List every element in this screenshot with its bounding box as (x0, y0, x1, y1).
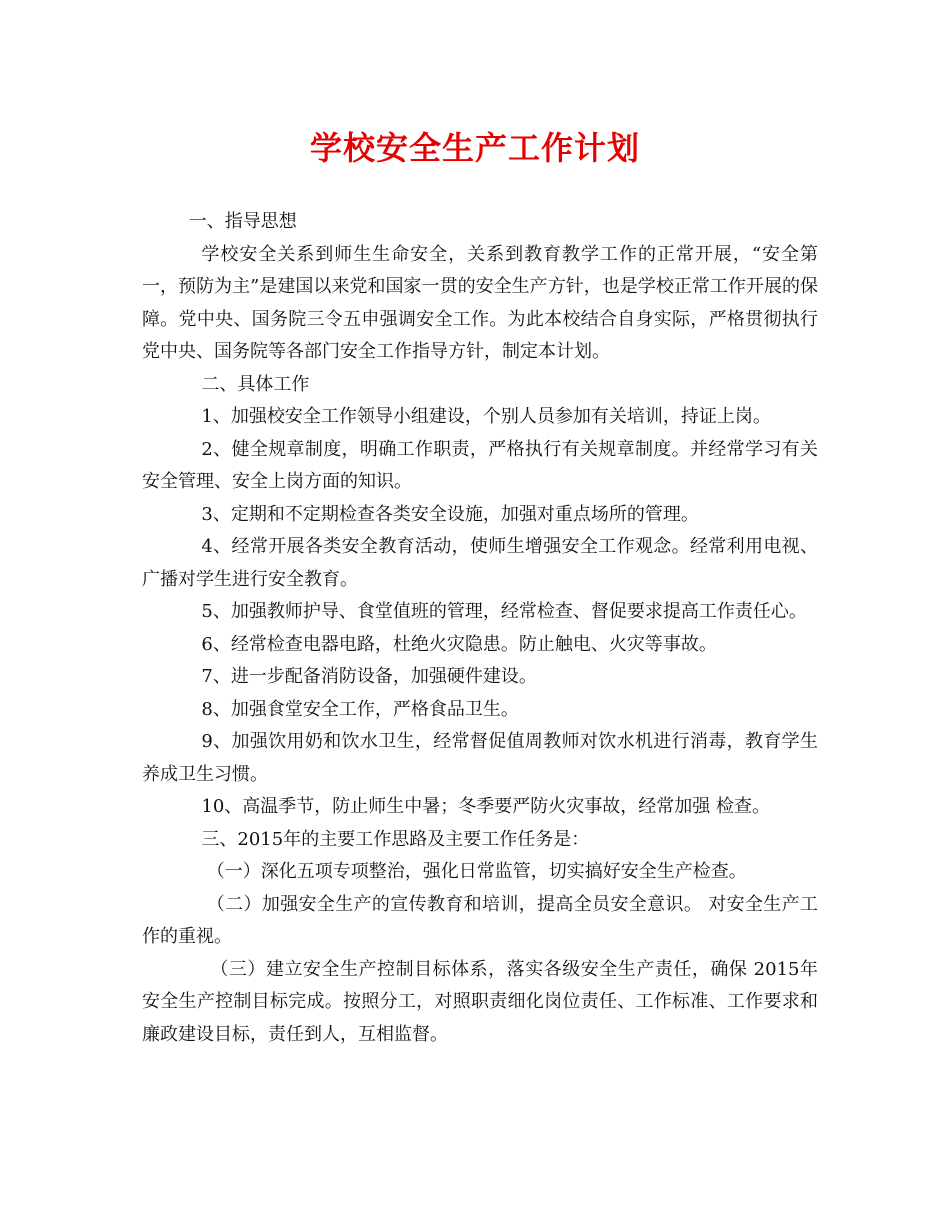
section-heading-specific-work: 二、具体工作 (201, 373, 310, 395)
section-heading-main-tasks: 三、2015年的主要工作思路及主要工作任务是： (201, 828, 590, 850)
list-item-3: 3、定期和不定期检查各类安全设施，加强对重点场所的管理。 (201, 503, 699, 525)
task-item-2: （二）加强安全生产的宣传教育和培训，提高全员安全意识。 对安全生产工作的重视。 (142, 893, 818, 947)
section-heading-guiding-ideology: 一、指导思想 (188, 211, 297, 232)
task-item-3: （三）建立安全生产控制目标体系，落实各级安全生产责任，确保 2015年安全生产控制目标完成。按照分工，对照职责细化岗位责任、工作标准、工作要求和廉政建设目标，责任到人，互相监督。 (142, 958, 818, 1045)
list-item-2: 2、健全规章制度，明确工作职责，严格执行有关规章制度。并经常学习有关安全管理、安全上岗方面的知识。 (142, 438, 818, 492)
list-item-9: 9、加强饮用奶和饮水卫生，经常督促值周教师对饮水机进行消毒，教育学生养成卫生习惯。 (142, 731, 818, 785)
list-item-6: 6、经常检查电器电路，杜绝火灾隐患。防止触电、火灾等事故。 (201, 633, 717, 655)
list-item-8: 8、加强食堂安全工作，严格食品卫生。 (201, 698, 519, 720)
list-item-5: 5、加强教师护导、食堂值班的管理，经常检查、督促要求提高工作责任心。 (201, 601, 807, 622)
paragraph-guiding-ideology: 学校安全关系到师生生命安全，关系到教育教学工作的正常开展，“安全第一，预防为主”是建国以来党和国家一贯的安全生产方针，也是学校正常工作开展的保障。党中央、国务院三令五申强调安全工作。为此本校结合自身实际，严格贯彻执行党中央、国务院等各部门安全工作指导方针，制定本计划。 (142, 243, 818, 362)
list-item-10: 10、高温季节，防止师生中暑；冬季要严防火灾事故，经常加强 检查。 (201, 796, 771, 817)
document-body (142, 206, 818, 1051)
document-title: 学校安全生产工作计划 (309, 129, 640, 167)
list-item-1: 1、加强校安全工作领导小组建设，个别人员参加有关培训，持证上岗。 (201, 406, 771, 427)
list-item-7: 7、进一步配备消防设备，加强硬件建设。 (201, 666, 537, 687)
list-item-4: 4、经常开展各类安全教育活动，使师生增强安全工作观念。经常利用电视、广播对学生进行安全教育。 (142, 536, 818, 590)
task-item-1: （一）深化五项专项整治，强化日常监管，切实搞好安全生产检查。 (206, 861, 747, 882)
